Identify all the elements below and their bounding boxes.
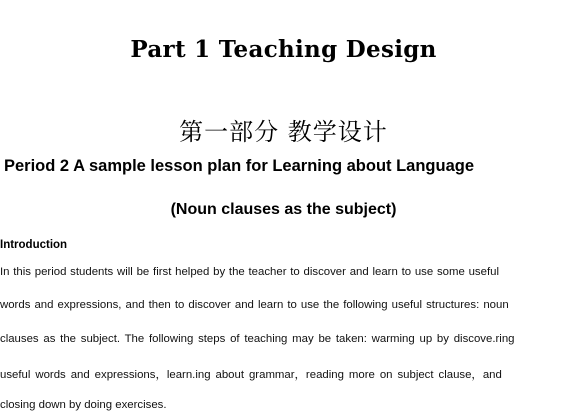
intro-line: useful words and expressions，learn.ing about grammar，reading more on subject clause，and [0,369,502,381]
intro-line: words and expressions, and then to discover and learn to use the following useful structures: noun [0,299,509,311]
page-title: Part 1 Teaching Design [130,36,437,63]
chinese-subtitle: 第一部分 教学设计 [179,118,388,146]
period-heading: Period 2 A sample lesson plan for Learning about Language [4,157,475,175]
intro-line: clauses as the subject. The following steps of teaching may be taken: warming up by discove.ring [0,333,515,345]
intro-line: In this period students will be first helped by the teacher to discover and learn to use some useful [0,266,499,278]
topic-heading: (Noun clauses as the subject) [170,201,397,218]
introduction-label: Introduction [0,239,68,251]
intro-line: closing down by doing exercises. [0,399,167,411]
